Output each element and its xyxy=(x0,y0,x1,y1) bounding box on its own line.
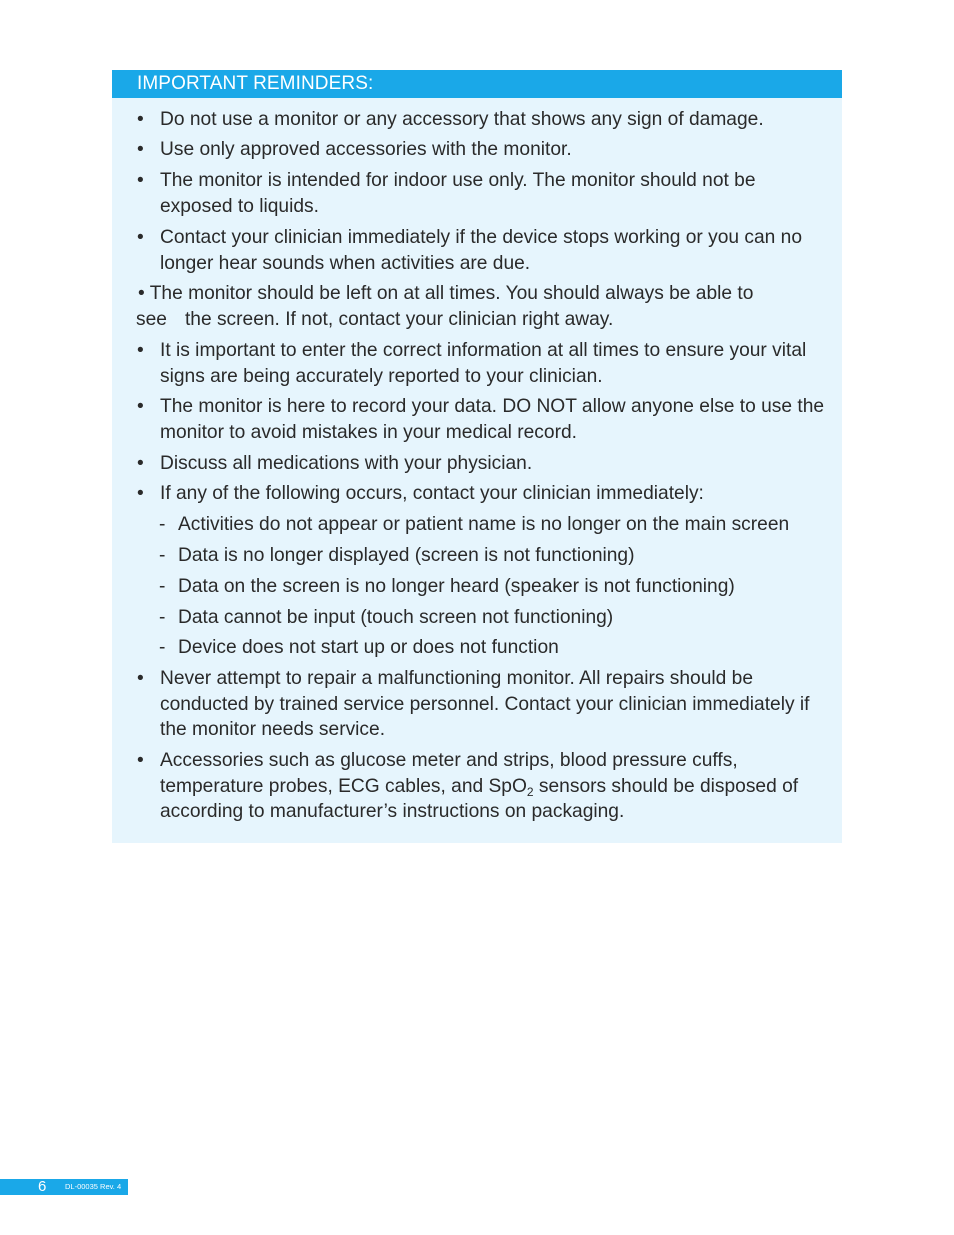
sub-list-item-text: Device does not start up or does not function xyxy=(178,637,559,658)
list-item-text: If any of the following occurs, contact your clinician immediately: xyxy=(160,483,704,504)
sub-list-item-text: Data is no longer displayed (screen is not functioning) xyxy=(178,545,635,566)
reminders-title: IMPORTANT REMINDERS: xyxy=(112,70,842,98)
page-number: 6 xyxy=(38,1178,47,1195)
list-item xyxy=(137,281,827,332)
bullet-mark: • xyxy=(138,283,145,304)
list-item-text-line2b: sensors should be disposed of xyxy=(533,775,799,797)
sub-list-item xyxy=(137,574,827,600)
bullet-mark: • xyxy=(137,396,144,417)
dash-mark: - xyxy=(159,637,166,658)
bullet-mark: • xyxy=(137,483,144,504)
list-item-text-line3: according to manufacturer’s instructions on packaging. xyxy=(160,801,625,822)
list-item-text-line2a: temperature probes, ECG cables, and SpO xyxy=(160,775,527,797)
list-item-text: Never attempt to repair a malfunctioning monitor. All repairs should be conducted by trained service personnel. Contact your clinician immediately if the monitor needs service. xyxy=(160,668,810,740)
list-item-text: Use only approved accessories with the monitor. xyxy=(160,139,572,160)
list-item-text: Do not use a monitor or any accessory that shows any sign of damage. xyxy=(160,109,764,130)
document-id: DL-00035 Rev. 4 xyxy=(65,1182,122,1191)
bullet-mark: • xyxy=(137,750,144,771)
list-item xyxy=(137,481,827,507)
list-item xyxy=(137,168,827,219)
reminders-panel xyxy=(112,70,842,843)
list-item-text: The monitor is intended for indoor use only. The monitor should not be exposed to liquids. xyxy=(160,170,756,217)
bullet-mark: • xyxy=(137,227,144,248)
list-item xyxy=(137,107,827,133)
list-item xyxy=(137,666,827,743)
bullet-mark: • xyxy=(137,139,144,160)
sub-list-item-text: Data cannot be input (touch screen not functioning) xyxy=(178,607,614,628)
list-item-text-line1: The monitor should be left on at all times. You should always be able to xyxy=(149,283,754,304)
sub-list-item xyxy=(137,512,827,538)
dash-mark: - xyxy=(159,607,166,628)
dash-mark: - xyxy=(159,545,166,566)
sub-list-item xyxy=(137,635,827,661)
dash-mark: - xyxy=(159,576,166,597)
sub-list-item-text: Activities do not appear or patient name is no longer on the main screen xyxy=(178,514,790,535)
sub-list-item xyxy=(137,543,827,569)
list-item xyxy=(137,137,827,163)
list-item xyxy=(137,394,827,445)
bullet-mark: • xyxy=(137,668,144,689)
list-item-text-line1: Accessories such as glucose meter and strips, blood pressure cuffs, xyxy=(160,750,738,771)
dash-mark: - xyxy=(159,514,166,535)
list-item xyxy=(137,338,827,389)
list-item xyxy=(137,225,827,276)
list-item-text: The monitor is here to record your data. DO NOT allow anyone else to use the monitor to avoid mistakes in your medical record. xyxy=(160,396,825,443)
list-item xyxy=(137,451,827,477)
list-item-text-line2b: the screen. If not, contact your clinician right away. xyxy=(184,308,614,330)
bullet-mark: • xyxy=(137,453,144,474)
list-item-text: Contact your clinician immediately if the device stops working or you can no longer hear sounds when activities are due. xyxy=(160,227,803,274)
sub-list-item xyxy=(137,605,827,631)
list-item-text: Discuss all medications with your physician. xyxy=(160,453,533,474)
page-footer xyxy=(0,1179,128,1195)
subscript-2: 2 xyxy=(526,784,534,799)
list-item-text: It is important to enter the correct information at all times to ensure your vital signs are being accurately reported to your clinician. xyxy=(160,340,807,387)
list-item-text-line2a: see xyxy=(136,308,167,330)
bullet-mark: • xyxy=(137,109,144,130)
bullet-mark: • xyxy=(137,170,144,191)
bullet-mark: • xyxy=(137,340,144,361)
sub-list-item-text: Data on the screen is no longer heard (speaker is not functioning) xyxy=(178,576,735,597)
list-item xyxy=(137,748,827,825)
